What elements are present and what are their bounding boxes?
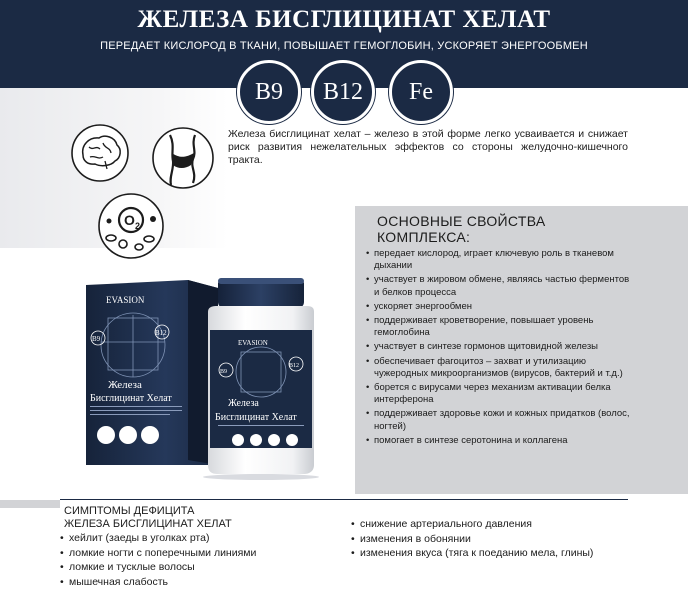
o2-subscript: 2 xyxy=(135,221,141,231)
box-name-line1: Железа xyxy=(108,379,142,391)
symptom-item: • изменения вкуса (тяга к поеданию мела, глины) xyxy=(351,546,651,561)
box-badge-b9: B9 xyxy=(92,335,101,343)
bottle-name-line2: Бисглицинат Хелат xyxy=(215,412,297,423)
bottle-badge-b9: B9 xyxy=(220,369,228,375)
badge-b9: B9 xyxy=(237,60,301,124)
section-divider xyxy=(60,499,628,500)
o2-label: O xyxy=(124,212,135,228)
property-item: • поддерживает здоровье кожи и кожных придатков (волос, ногтей) xyxy=(366,408,636,432)
properties-title-line1: ОСНОВНЫЕ СВОЙСТВА xyxy=(377,213,546,229)
badge-fe: Fe xyxy=(389,60,453,124)
box-badge-b12: B12 xyxy=(155,329,167,337)
property-item: • ускоряет энергообмен xyxy=(366,301,636,313)
bottle-badge-b12: B12 xyxy=(289,363,300,369)
symptom-item: • снижение артериального давления xyxy=(351,517,651,532)
property-item: • участвует в жировом обмене, являясь частью ферментов и белков процесса xyxy=(366,274,636,298)
properties-title-line2: КОМПЛЕКСА: xyxy=(377,229,471,245)
icon-cluster xyxy=(65,123,225,263)
box-brand: EVASION xyxy=(106,295,145,305)
oxygen-cells-icon xyxy=(99,194,163,258)
symptoms-list-right xyxy=(351,517,651,561)
product-image xyxy=(78,260,348,480)
properties-title xyxy=(377,213,637,245)
property-item: • борется с вирусами через механизм активации белка интерферона xyxy=(366,382,636,406)
torso-icon xyxy=(153,128,213,188)
property-item: • передает кислород, играет ключевую роль в тканевом дыхании xyxy=(366,248,636,272)
property-item: • обеспечивает фагоцитоз – захват и утилизацию чужеродных микроорганизмов (вирусов, бактерий и т.д.) xyxy=(366,356,636,380)
page-subtitle: ПЕРЕДАЕТ КИСЛОРОД В ТКАНИ, ПОВЫШАЕТ ГЕМОГЛОБИН, УСКОРЯЕТ ЭНЕРГООБМЕН xyxy=(100,40,588,52)
symptom-item: • ломкие ногти с поперечными линиями xyxy=(60,546,340,561)
bottle-name-line1: Железа xyxy=(228,398,259,409)
symptom-item: • мышечная слабость xyxy=(60,575,340,590)
symptoms-title xyxy=(64,505,344,531)
property-item: • участвует в синтезе гормонов щитовидной железы xyxy=(366,341,636,353)
box-name-line2: Бисглицинат Хелат xyxy=(90,393,172,404)
brain-icon xyxy=(72,125,128,181)
page-title: ЖЕЛЕЗА БИСГЛИЦИНАТ ХЕЛАТ xyxy=(137,6,551,33)
intro-paragraph: Железа бисглицинат хелат – железо в этой форме легко усваивается и снижает риск развития нежелательных эффектов со стороны желудочно-кишечного тракта. xyxy=(228,128,628,166)
property-item: • поддерживает кроветворение, повышает уровень гемоглобина xyxy=(366,315,636,339)
symptom-item: • хейлит (заеды в уголках рта) xyxy=(60,531,340,546)
symptoms-list-left xyxy=(60,531,340,589)
symptom-item: • изменения в обонянии xyxy=(351,532,651,547)
bottle-brand: EVASION xyxy=(238,339,268,347)
section-marker xyxy=(0,500,60,508)
property-item: • помогает в синтезе серотонина и коллагена xyxy=(366,435,636,447)
badge-b12: B12 xyxy=(311,60,375,124)
symptoms-title-line1: СИМПТОМЫ ДЕФИЦИТА xyxy=(64,505,195,517)
symptoms-title-line2: ЖЕЛЕЗА БИСГЛИЦИНАТ ХЕЛАТ xyxy=(64,518,232,530)
properties-list xyxy=(366,248,636,449)
symptom-item: • ломкие и тусклые волосы xyxy=(60,560,340,575)
